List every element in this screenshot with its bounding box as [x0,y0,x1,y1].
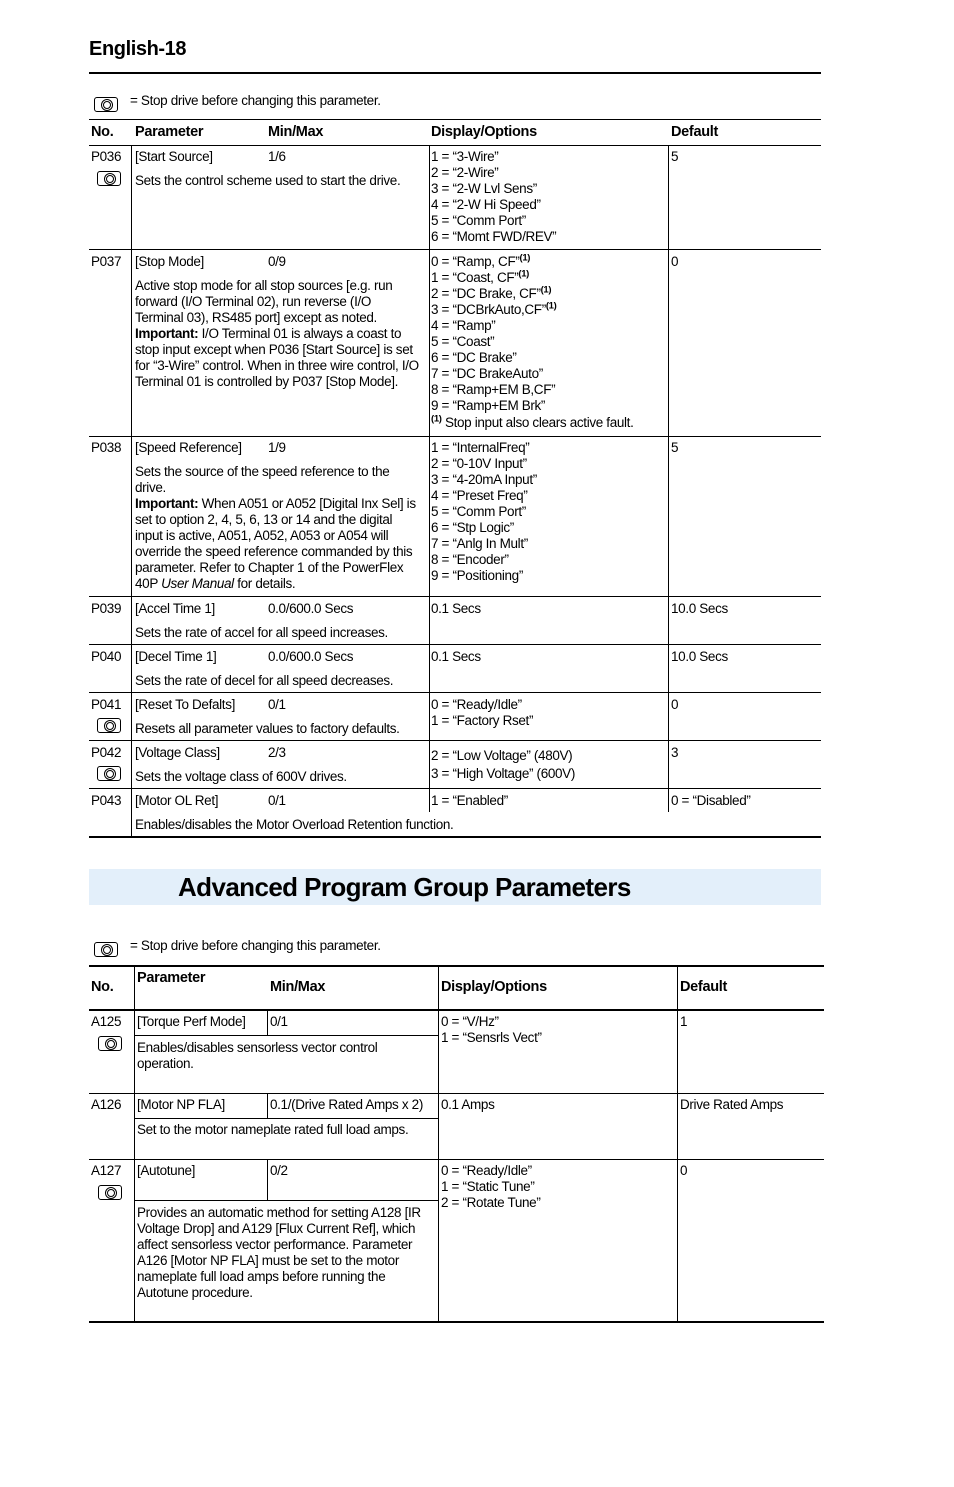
param-description: Enables/disables sensorless vector control operation. [137,1040,378,1071]
param-number: P036 [91,149,122,164]
param-minmax: 0.0/600.0 Secs [268,601,354,616]
option-line: 5 = “Comm Port” [431,504,526,519]
param-minmax: 1/6 [268,149,286,164]
important-label: Important: [135,326,199,341]
option-line: 3 = “2-W Lvl Sens” [431,181,537,196]
col-display-header: Display/Options [431,124,537,140]
param-description: Set to the motor nameplate rated full load amps. [137,1122,409,1137]
param-description: Provides an automatic method for setting A128 [IR Voltage Drop] and A129 [Flux Current Ref], which affect sensorless vector performance. Parameter A126 [Motor NP FLA] must be set to the motor nameplate full load amps before running the Autotune procedure. [137,1205,421,1300]
footnote-ref: (1) [545,300,557,312]
param-name: [Voltage Class] [135,745,220,760]
option-line: 0 = “Ready/Idle” [431,697,522,712]
option-line: 8 = “Ramp+EM B,CF” [431,382,556,397]
option-line: 6 = “Stp Logic” [431,520,514,535]
desc-line: for details. [233,576,296,591]
param-name: [Speed Reference] [135,440,242,455]
stop-legend-text: = Stop drive before changing this parameter. [130,938,381,953]
option-line: 0 = “Ramp, CF” [431,254,520,269]
desc-line: forward (I/O Terminal 02), run reverse (I/O [135,294,372,309]
param-default: 0 = “Disabled” [671,793,751,808]
desc-line: Terminal 03), RS485 port] except as noted. [135,310,377,325]
desc-line: Sets the source of the speed reference to the [135,464,390,479]
option-line: 8 = “Encoder” [431,552,509,567]
param-minmax: 0/2 [270,1163,288,1178]
section-title: Advanced Program Group Parameters [178,872,631,902]
stop-drive-icon [97,766,121,781]
param-name: [Decel Time 1] [135,649,217,664]
param-name: [Stop Mode] [135,254,204,269]
param-name: [Reset To Defalts] [135,697,235,712]
desc-line: drive. [135,480,166,495]
param-minmax: 2/3 [268,745,286,760]
param-number: A127 [91,1163,122,1178]
param-minmax: 0.1/(Drive Rated Amps x 2) [270,1097,423,1112]
param-description: Sets the rate of decel for all speed decreases. [135,673,394,688]
param-minmax: 0/9 [268,254,286,269]
option-line: 9 = “Positioning” [431,568,523,583]
stop-drive-icon [97,171,121,186]
option-line: 0.1 Secs [431,601,481,616]
option-line: 7 = “Anlg In Mult” [431,536,528,551]
desc-line: When A051 or A052 [Digital Inx Sel] is [198,496,416,511]
param-number: P040 [91,649,122,664]
param-number: A126 [91,1097,122,1112]
param-description: Sets the rate of accel for all speed increases. [135,625,388,640]
param-default: 10.0 Secs [671,649,728,664]
option-line: 3 = “DCBrkAuto,CF” [431,302,546,317]
param-minmax: 0/1 [270,1014,288,1029]
stop-drive-icon [94,97,118,112]
desc-line: input is active, A051, A052, A053 or A054 will [135,528,389,543]
page-label: English-18 [89,38,187,60]
option-line: 4 = “Ramp” [431,318,496,333]
param-minmax: 0/1 [268,697,286,712]
option-line: 2 = “DC Brake, CF” [431,286,541,301]
option-line: 2 = “2-Wire” [431,165,499,180]
col-default-header: Default [680,979,728,995]
desc-line: parameter. Refer to Chapter 1 of the PowerFlex [135,560,404,575]
param-minmax: 1/9 [268,440,286,455]
param-default: 0 [680,1163,688,1178]
footnote-text: Stop input also clears active fault. [441,415,634,430]
option-line: 1 = “InternalFreq” [431,440,530,455]
option-line: 5 = “Coast” [431,334,495,349]
param-description [135,278,419,390]
option-line: 7 = “DC BrakeAuto” [431,366,543,381]
param-default: 3 [671,745,679,760]
option-line: 0.1 Secs [431,649,481,664]
param-default: Drive Rated Amps [680,1097,784,1112]
option-line: 2 = “Low Voltage” (480V) [431,748,573,763]
col-minmax-header: Min/Max [270,979,326,995]
option-line: 0 = “V/Hz” [441,1014,499,1029]
param-description [135,464,416,592]
col-no-header: No. [91,979,114,995]
option-line: 0.1 Amps [441,1097,495,1112]
param-description: Resets all parameter values to factory defaults. [135,721,400,736]
param-minmax: 0/1 [268,793,286,808]
stop-drive-icon [98,1036,122,1051]
stop-drive-icon [94,942,118,957]
param-number: P039 [91,601,122,616]
option-line: 1 = “3-Wire” [431,149,499,164]
stop-legend-text: = Stop drive before changing this parameter. [130,93,381,108]
footnote-marker: (1) [431,413,442,425]
param-number: P041 [91,697,122,712]
option-line: 2 = “Rotate Tune” [441,1195,541,1210]
param-name: [Motor OL Ret] [135,793,219,808]
option-line: 0 = “Ready/Idle” [441,1163,532,1178]
param-default: 0 [671,697,679,712]
option-line: 1 = “Sensrls Vect” [441,1030,542,1045]
param-default: 0 [671,254,679,269]
option-line: 2 = “0-10V Input” [431,456,527,471]
stop-drive-icon [98,1185,122,1200]
param-default: 5 [671,149,679,164]
option-line: 1 = “Coast, CF” [431,270,519,285]
col-default-header: Default [671,124,719,140]
option-line: 9 = “Ramp+EM Brk” [431,398,546,413]
option-line: 5 = “Comm Port” [431,213,526,228]
param-description: Enables/disables the Motor Overload Retention function. [135,817,454,832]
desc-line: Active stop mode for all stop sources [e.g. run [135,278,393,293]
desc-line: for “3-Wire” control. When in three wire control, I/O [135,358,419,373]
param-number: P042 [91,745,122,760]
param-number: P037 [91,254,122,269]
desc-line: I/O Terminal 01 is always a coast to [198,326,402,341]
col-no-header: No. [91,124,114,140]
option-line: 4 = “2-W Hi Speed” [431,197,541,212]
desc-line: override the speed reference commanded by this [135,544,413,559]
footnote-ref: (1) [518,268,529,280]
option-line: 3 = “4-20mA Input” [431,472,537,487]
footnote-ref: (1) [540,284,552,296]
param-name: [Motor NP FLA] [137,1097,225,1112]
col-display-header: Display/Options [441,979,547,995]
option-line: 1 = “Static Tune” [441,1179,535,1194]
param-description: Sets the control scheme used to start the drive. [135,173,401,188]
option-line: 4 = “Preset Freq” [431,488,528,503]
option-line: 1 = “Enabled” [431,793,508,808]
col-parameter-header: Parameter [137,970,206,986]
param-name: [Start Source] [135,149,213,164]
param-number: P038 [91,440,122,455]
stop-drive-icon [97,718,121,733]
important-label: Important: [135,496,199,511]
param-number: P043 [91,793,122,808]
param-default: 1 [680,1014,688,1029]
option-line: 6 = “Momt FWD/REV” [431,229,557,244]
footnote-ref: (1) [519,252,531,264]
col-minmax-header: Min/Max [268,124,324,140]
param-name: [Accel Time 1] [135,601,215,616]
header-rule [89,72,821,74]
desc-line: stop input except when P036 [Start Source] is set [135,342,413,357]
param-name: [Torque Perf Mode] [137,1014,246,1029]
option-line: 6 = “DC Brake” [431,350,517,365]
param-minmax: 0.0/600.0 Secs [268,649,354,664]
desc-line: 40P [135,576,162,591]
param-number: A125 [91,1014,122,1029]
param-default: 5 [671,440,679,455]
param-default: 10.0 Secs [671,601,728,616]
option-line: 1 = “Factory Rset” [431,713,534,728]
manual-title: User Manual [161,576,234,591]
param-name: [Autotune] [137,1163,196,1178]
desc-line: set to option 2, 4, 5, 6, 13 or 14 and the digital [135,512,393,527]
param-description: Sets the voltage class of 600V drives. [135,769,347,784]
option-line: 3 = “High Voltage” (600V) [431,766,575,781]
desc-line: Terminal 01 is controlled by P037 [Stop Mode]. [135,374,399,389]
col-parameter-header: Parameter [135,124,204,140]
